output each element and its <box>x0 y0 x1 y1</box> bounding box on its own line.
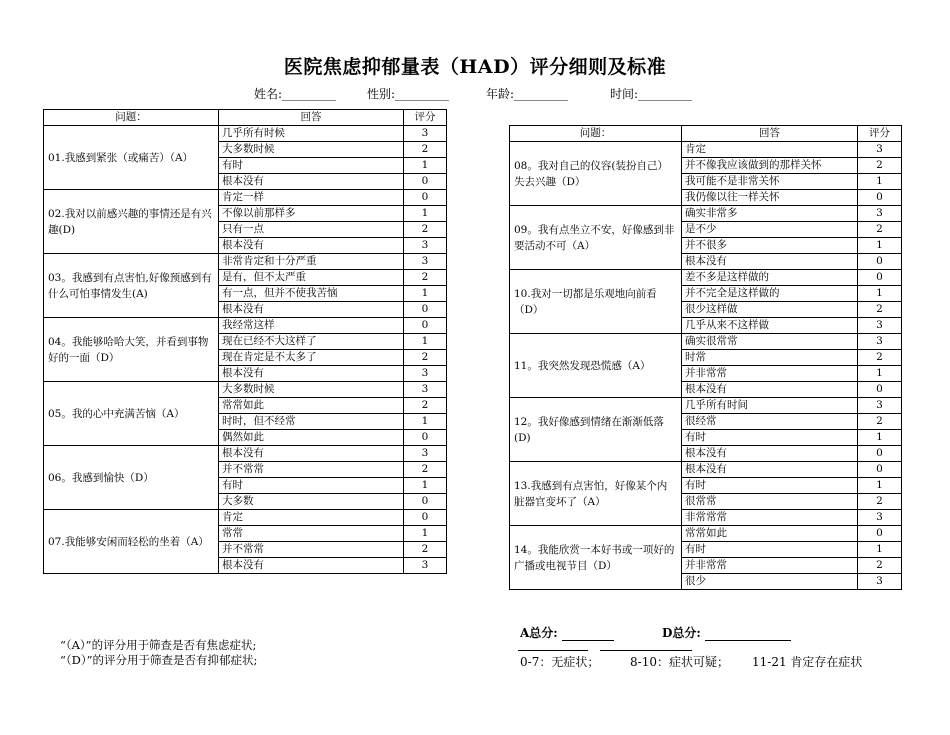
score-value: 1 <box>404 286 447 302</box>
a-total-blank[interactable] <box>562 628 614 641</box>
score-value: 2 <box>404 462 447 478</box>
answer-option[interactable]: 我仍像以往一样关怀 <box>682 190 858 206</box>
score-value: 2 <box>404 542 447 558</box>
question-text: 04。我能够哈哈大笑，并看到事物好的一面（D） <box>44 318 219 382</box>
score-value: 3 <box>858 398 902 414</box>
answer-option[interactable]: 是不少 <box>682 222 858 238</box>
answer-option[interactable]: 非常肯定和十分严重 <box>219 254 404 270</box>
answer-option[interactable]: 几乎所有时候 <box>219 126 404 142</box>
answer-option[interactable]: 根本没有 <box>219 238 404 254</box>
page-title: 医院焦虑抑郁量表（HAD）评分细则及标准 <box>283 56 667 78</box>
right-question-table <box>509 125 902 590</box>
header-answer: 回答 <box>682 126 858 142</box>
answer-option[interactable]: 根本没有 <box>219 558 404 574</box>
table-row <box>44 382 447 398</box>
header-question: 问题： <box>510 126 682 142</box>
question-text: 02.我对以前感兴趣的事情还是有兴趣(D) <box>44 190 219 254</box>
answer-option[interactable]: 根本没有 <box>219 446 404 462</box>
name-field[interactable]: 姓名:_________ <box>254 87 337 101</box>
answer-option[interactable]: 并不常常 <box>219 542 404 558</box>
answer-option[interactable]: 时时，但不经常 <box>219 414 404 430</box>
range-none: 0-7：无症状； <box>520 655 600 669</box>
score-value: 1 <box>858 478 902 494</box>
answer-option[interactable]: 很少这样做 <box>682 302 858 318</box>
score-value: 2 <box>858 558 902 574</box>
score-value: 1 <box>858 430 902 446</box>
answer-option[interactable]: 有一点，但并不使我苦恼 <box>219 286 404 302</box>
question-text: 03。我感到有点害怕,好像预感到有什么可怕事情发生(A) <box>44 254 219 318</box>
table-row <box>510 398 902 414</box>
header-score: 评分 <box>858 126 902 142</box>
score-value: 1 <box>404 206 447 222</box>
score-value: 3 <box>404 446 447 462</box>
table-row <box>510 142 902 158</box>
score-value: 1 <box>404 158 447 174</box>
table-row <box>510 462 902 478</box>
question-text: 05。我的心中充满苦恼（A） <box>44 382 219 446</box>
score-value: 0 <box>404 174 447 190</box>
note-anxiety: “（A）”的评分用于筛查是否有焦虑症状; <box>60 638 257 652</box>
header-score: 评分 <box>404 110 447 126</box>
header-row <box>510 126 902 142</box>
answer-option[interactable]: 很少 <box>682 574 858 590</box>
answer-option[interactable]: 并非常常 <box>682 366 858 382</box>
answer-option[interactable]: 几乎从来不这样做 <box>682 318 858 334</box>
score-value: 0 <box>404 190 447 206</box>
score-value: 2 <box>858 302 902 318</box>
answer-option[interactable]: 有时 <box>682 478 858 494</box>
answer-option[interactable]: 根本没有 <box>219 174 404 190</box>
score-value: 3 <box>404 238 447 254</box>
score-value: 2 <box>858 222 902 238</box>
score-value: 1 <box>858 238 902 254</box>
table-row <box>44 446 447 462</box>
divider-line <box>518 650 588 651</box>
answer-option[interactable]: 我可能不是非常关怀 <box>682 174 858 190</box>
answer-option[interactable]: 有时 <box>682 430 858 446</box>
answer-option[interactable]: 很常常 <box>682 494 858 510</box>
score-value: 1 <box>404 478 447 494</box>
score-value: 3 <box>404 382 447 398</box>
question-text: 01.我感到紧张（或痛苦）（A） <box>44 126 219 190</box>
answer-option[interactable]: 并非常常 <box>682 558 858 574</box>
answer-option[interactable]: 现在肯定是不太多了 <box>219 350 404 366</box>
question-text: 08。我对自己的仪容(装扮自己）失去兴趣（D） <box>510 142 682 206</box>
answer-option[interactable]: 并不常常 <box>219 462 404 478</box>
range-suspect: 8-10：症状可疑； <box>630 655 729 669</box>
score-value: 0 <box>404 494 447 510</box>
answer-option[interactable]: 根本没有 <box>219 366 404 382</box>
a-total-label: A总分: <box>520 626 558 640</box>
score-value: 0 <box>858 190 902 206</box>
score-value: 0 <box>858 270 902 286</box>
score-value: 2 <box>404 142 447 158</box>
answer-option[interactable]: 确实很常常 <box>682 334 858 350</box>
score-value: 0 <box>858 462 902 478</box>
score-value: 3 <box>858 510 902 526</box>
d-total-label: D总分: <box>662 626 701 640</box>
question-text: 07.我能够安闲而轻松的坐着（A） <box>44 510 219 574</box>
table-row <box>510 334 902 350</box>
score-value: 0 <box>404 510 447 526</box>
answer-option[interactable]: 是有，但不太严重 <box>219 270 404 286</box>
answer-option[interactable]: 不像以前那样多 <box>219 206 404 222</box>
answer-option[interactable]: 很经常 <box>682 414 858 430</box>
answer-option[interactable]: 并不完全是这样做的 <box>682 286 858 302</box>
answer-option[interactable]: 有时 <box>682 542 858 558</box>
score-value: 2 <box>858 158 902 174</box>
answer-option[interactable]: 差不多是这样做的 <box>682 270 858 286</box>
answer-option[interactable]: 确实非常多 <box>682 206 858 222</box>
header-question: 问题： <box>44 110 219 126</box>
answer-option[interactable]: 我经常这样 <box>219 318 404 334</box>
score-value: 2 <box>858 494 902 510</box>
answer-option[interactable]: 时常 <box>682 350 858 366</box>
header-answer: 回答 <box>219 110 404 126</box>
question-text: 13.我感到有点害怕，好像某个内脏器官变坏了（A） <box>510 462 682 526</box>
score-value: 1 <box>858 542 902 558</box>
answer-option[interactable]: 有时 <box>219 478 404 494</box>
question-text: 14。我能欣赏一本好书或一项好的广播或电视节目（D） <box>510 526 682 590</box>
table-row <box>44 510 447 526</box>
score-value: 1 <box>404 414 447 430</box>
note-depression: “（D）”的评分用于筛查是否有抑郁症状; <box>60 653 258 667</box>
score-value: 0 <box>404 430 447 446</box>
table-row <box>510 526 902 542</box>
score-value: 3 <box>858 334 902 350</box>
answer-option[interactable]: 常常如此 <box>219 398 404 414</box>
table-row <box>510 270 902 286</box>
score-value: 0 <box>858 382 902 398</box>
answer-option[interactable]: 大多数 <box>219 494 404 510</box>
question-text: 11。我突然发现恐慌感（A） <box>510 334 682 398</box>
answer-option[interactable]: 大多数时候 <box>219 382 404 398</box>
table-row <box>44 126 447 142</box>
score-value: 2 <box>404 222 447 238</box>
score-value: 1 <box>404 526 447 542</box>
score-value: 3 <box>858 206 902 222</box>
answer-option[interactable]: 大多数时候 <box>219 142 404 158</box>
answer-option[interactable]: 根本没有 <box>682 462 858 478</box>
answer-option[interactable]: 根本没有 <box>682 382 858 398</box>
score-value: 2 <box>858 350 902 366</box>
gender-field[interactable]: 性别:_________ <box>367 87 450 101</box>
a-total[interactable] <box>520 624 614 641</box>
answer-option[interactable]: 肯定 <box>682 142 858 158</box>
answer-option[interactable]: 常常 <box>219 526 404 542</box>
score-value: 0 <box>858 254 902 270</box>
answer-option[interactable]: 并不很多 <box>682 238 858 254</box>
header-row <box>44 110 447 126</box>
range-present: 11-21 肯定存在症状 <box>752 655 863 669</box>
table-row <box>44 318 447 334</box>
score-value: 3 <box>404 558 447 574</box>
score-value: 3 <box>858 318 902 334</box>
answer-option[interactable]: 几乎所有时间 <box>682 398 858 414</box>
score-value: 3 <box>404 254 447 270</box>
answer-option[interactable]: 现在已经不大这样了 <box>219 334 404 350</box>
answer-option[interactable]: 根本没有 <box>682 254 858 270</box>
score-value: 0 <box>858 446 902 462</box>
age-field[interactable]: 年龄:_________ <box>486 87 569 101</box>
score-value: 3 <box>858 574 902 590</box>
answer-option[interactable]: 只有一点 <box>219 222 404 238</box>
table-row <box>44 254 447 270</box>
question-text: 09。我有点坐立不安，好像感到非要活动不可（A） <box>510 206 682 270</box>
table-row <box>44 190 447 206</box>
time-field[interactable]: 时间:_________ <box>610 87 693 101</box>
score-value: 3 <box>404 366 447 382</box>
score-value: 2 <box>404 398 447 414</box>
score-value: 1 <box>858 366 902 382</box>
score-value: 1 <box>858 174 902 190</box>
answer-option[interactable]: 根本没有 <box>682 446 858 462</box>
left-question-table <box>43 109 447 574</box>
answer-option[interactable]: 常常如此 <box>682 526 858 542</box>
question-text: 06。我感到愉快（D） <box>44 446 219 510</box>
score-value: 0 <box>404 302 447 318</box>
score-value: 0 <box>404 318 447 334</box>
answer-option[interactable]: 非常常常 <box>682 510 858 526</box>
answer-option[interactable]: 并不像我应该做到的那样关怀 <box>682 158 858 174</box>
answer-option[interactable]: 肯定一样 <box>219 190 404 206</box>
answer-option[interactable]: 偶然如此 <box>219 430 404 446</box>
score-value: 2 <box>404 270 447 286</box>
divider-line <box>600 650 692 651</box>
score-value: 3 <box>858 142 902 158</box>
score-value: 0 <box>858 526 902 542</box>
score-value: 2 <box>858 414 902 430</box>
score-value: 2 <box>404 350 447 366</box>
score-value: 3 <box>404 126 447 142</box>
score-value: 1 <box>858 286 902 302</box>
d-total[interactable] <box>662 624 791 641</box>
table-row <box>510 206 902 222</box>
answer-option[interactable]: 根本没有 <box>219 302 404 318</box>
answer-option[interactable]: 有时 <box>219 158 404 174</box>
question-text: 10.我对一切都是乐观地向前看（D） <box>510 270 682 334</box>
answer-option[interactable]: 肯定 <box>219 510 404 526</box>
question-text: 12。我好像感到情绪在渐渐低落(D) <box>510 398 682 462</box>
score-value: 1 <box>404 334 447 350</box>
d-total-blank[interactable] <box>705 628 791 641</box>
